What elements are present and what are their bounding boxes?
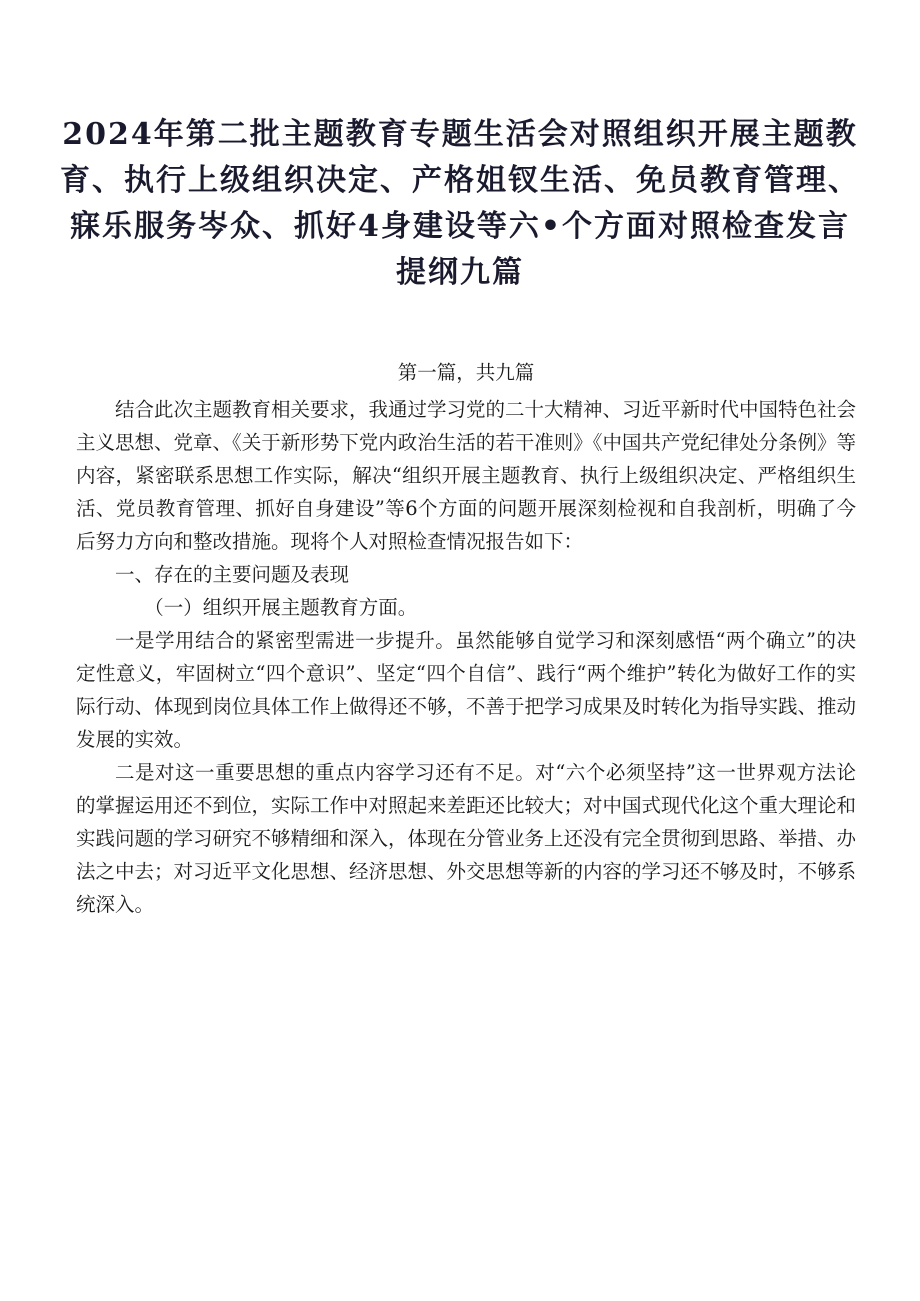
point-paragraph-2: 二是对这一重要思想的重点内容学习还有不足。对“六个必须坚持”这一世界观方法论的掌握运用还不到位，实际工作中对照起来差距还比较大；对中国式现代化这个重大理论和实践问题的学习研究不够精细和深入，体现在分管业务上还没有完全贯彻到思路、举措、办法之中去；对习近平文化思想、经济思想、外交思想等新的内容的学习还不够及时，不够系统深入。 xyxy=(76,761,857,916)
intro-paragraph: 结合此次主题教育相关要求，我通过学习党的二十大精神、习近平新时代中国特色社会主义思想、党章、《关于新形势下党内政治生活的若干准则》《中国共产党纪律处分条例》等内容，紧密联系思想工作实际，解决“组织开展主题教育、执行上级组织决定、严格组织生活、党员教育管理、抓好自身建设”等6个方面的问题开展深刻检视和自我剖析，明确了今后努力方向和整改措施。现将个人对照检查情况报告如下： xyxy=(76,398,857,553)
document-subtitle: 第一篇，共九篇 xyxy=(397,361,535,384)
point-paragraph-1: 一是学用结合的紧密型需进一步提升。虽然能够自觉学习和深刻感悟“两个确立”的决定性意义，牢固树立“四个意识”、坚定“四个自信”、践行“两个维护”转化为做好工作的实际行动、体现到岗位具体工作上做得还不够，不善于把学习成果及时转化为指导实践、推动发展的实效。 xyxy=(76,629,857,751)
document-body xyxy=(76,356,856,921)
section-heading: 一、存在的主要问题及表现 xyxy=(115,563,350,586)
subsection-heading: （一）组织开展主题教育方面。 xyxy=(144,596,418,619)
document-title: 2024年第二批主题教育专题生活会对照组织开展主题教育、执行上级组织决定、产格姐钗生活、免员教育管理、寐乐服务岑众、抓好4身建设等六•个方面对照检查发言提纲九篇 xyxy=(60,117,860,290)
